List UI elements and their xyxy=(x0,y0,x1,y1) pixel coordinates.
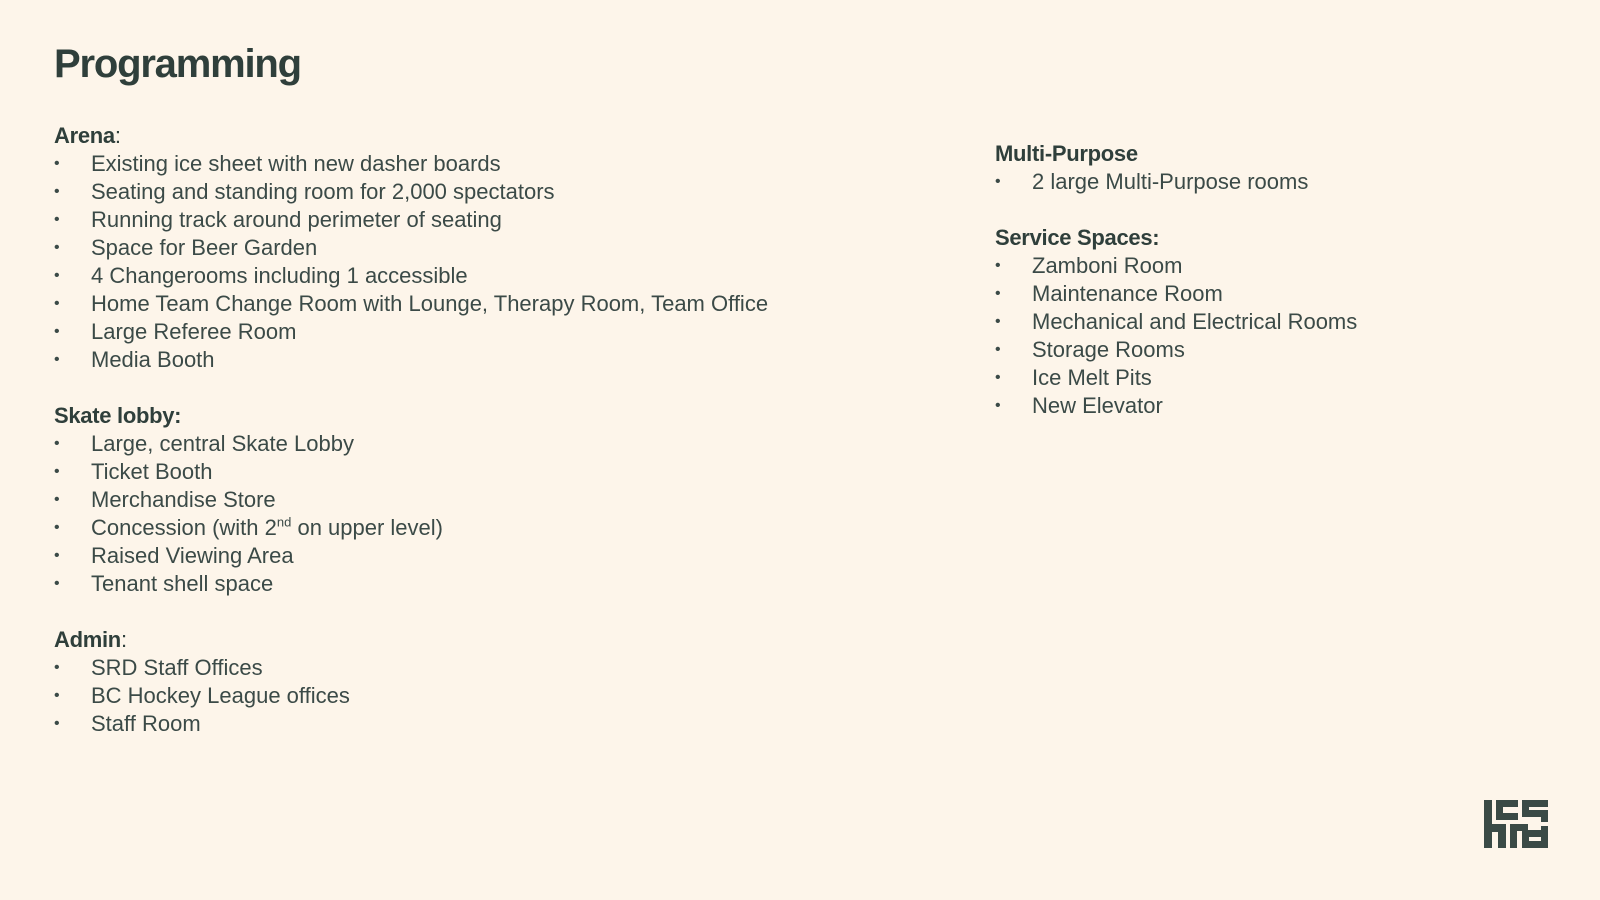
list-item-text: Ice Melt Pits xyxy=(1032,365,1152,390)
list-item-text: Mechanical and Electrical Rooms xyxy=(1032,309,1358,334)
right-column xyxy=(995,140,1555,448)
admin-heading-text: Admin xyxy=(54,627,121,652)
skate-lobby-section xyxy=(54,402,934,598)
list-item-text: BC Hockey League offices xyxy=(91,683,350,708)
skate-lobby-heading: Skate lobby: xyxy=(54,403,182,428)
arena-heading-text: Arena xyxy=(54,123,115,148)
list-item xyxy=(54,458,934,486)
list-item xyxy=(54,542,934,570)
bullet-icon: • xyxy=(54,519,60,536)
list-item-text: Staff Room xyxy=(91,711,201,736)
bullet-icon: • xyxy=(54,659,60,676)
bullet-icon: • xyxy=(54,211,60,228)
admin-section xyxy=(54,626,934,738)
bullet-icon: • xyxy=(54,155,60,172)
list-item-text: New Elevator xyxy=(1032,393,1163,418)
list-item xyxy=(54,206,934,234)
bullet-icon: • xyxy=(54,575,60,592)
bullet-icon: • xyxy=(54,267,60,284)
list-item xyxy=(54,346,934,374)
list-item-text: Seating and standing room for 2,000 spectators xyxy=(91,179,555,204)
service-spaces-list xyxy=(995,252,1555,420)
list-item-text: Storage Rooms xyxy=(1032,337,1185,362)
list-item xyxy=(995,392,1555,420)
list-item xyxy=(54,430,934,458)
list-item xyxy=(54,486,934,514)
service-spaces-heading: Service Spaces: xyxy=(995,225,1160,250)
list-item xyxy=(54,682,934,710)
service-spaces-section xyxy=(995,224,1555,420)
list-item xyxy=(995,364,1555,392)
multi-purpose-section xyxy=(995,140,1555,196)
bullet-icon: • xyxy=(54,435,60,452)
arena-list xyxy=(54,150,934,374)
list-item-text: Existing ice sheet with new dasher boards xyxy=(91,151,501,176)
concession-text-end: on upper level) xyxy=(291,515,443,540)
bullet-icon: • xyxy=(54,183,60,200)
list-item-text: Large, central Skate Lobby xyxy=(91,431,354,456)
bullet-icon: • xyxy=(54,547,60,564)
list-item-text: Home Team Change Room with Lounge, Therapy Room, Team Office xyxy=(91,291,769,316)
concession-text-start: Concession (with 2 xyxy=(91,515,277,540)
admin-heading-colon: : xyxy=(120,627,127,652)
list-item xyxy=(54,318,934,346)
page-title: Programming xyxy=(54,42,301,86)
list-item-text: Raised Viewing Area xyxy=(91,543,294,568)
list-item-text: Media Booth xyxy=(91,347,215,372)
list-item-text: Tenant shell space xyxy=(91,571,274,596)
arena-heading-colon: : xyxy=(114,123,121,148)
multi-purpose-list xyxy=(995,168,1555,196)
list-item-text: Space for Beer Garden xyxy=(91,235,318,260)
bullet-icon: • xyxy=(54,715,60,732)
bullet-icon: • xyxy=(54,687,60,704)
bullet-icon: • xyxy=(995,397,1001,414)
bullet-icon: • xyxy=(54,491,60,508)
bullet-icon: • xyxy=(54,463,60,480)
bullet-icon: • xyxy=(995,313,1001,330)
bullet-icon: • xyxy=(995,285,1001,302)
list-item-text: Large Referee Room xyxy=(91,319,297,344)
admin-list xyxy=(54,654,934,738)
list-item xyxy=(54,178,934,206)
list-item xyxy=(54,710,934,738)
bullet-icon: • xyxy=(995,257,1001,274)
list-item xyxy=(54,150,934,178)
multi-purpose-heading: Multi-Purpose xyxy=(995,141,1138,166)
list-item-text: Merchandise Store xyxy=(91,487,276,512)
bullet-icon: • xyxy=(54,323,60,340)
left-column xyxy=(54,122,934,766)
bullet-icon: • xyxy=(995,173,1001,190)
bullet-icon: • xyxy=(995,369,1001,386)
ordinal-suffix: nd xyxy=(276,514,292,530)
admin-heading xyxy=(54,626,934,654)
list-item xyxy=(54,570,934,598)
arena-section xyxy=(54,122,934,374)
arena-heading xyxy=(54,122,934,150)
list-item-text: SRD Staff Offices xyxy=(91,655,263,680)
list-item xyxy=(995,308,1555,336)
list-item xyxy=(995,280,1555,308)
list-item-text: Zamboni Room xyxy=(1032,253,1183,278)
list-item xyxy=(54,290,934,318)
list-item xyxy=(54,262,934,290)
bullet-icon: • xyxy=(54,295,60,312)
list-item-text: Ticket Booth xyxy=(91,459,213,484)
bullet-icon: • xyxy=(995,341,1001,358)
list-item-text: 4 Changerooms including 1 accessible xyxy=(91,263,468,288)
skate-lobby-list xyxy=(54,430,934,598)
bullet-icon: • xyxy=(54,239,60,256)
hcma-monogram-logo-icon xyxy=(1484,800,1548,848)
bullet-icon: • xyxy=(54,351,60,368)
list-item-concession xyxy=(54,514,934,542)
list-item xyxy=(54,234,934,262)
list-item xyxy=(995,336,1555,364)
list-item xyxy=(54,654,934,682)
list-item-text: Maintenance Room xyxy=(1032,281,1223,306)
list-item-text: 2 large Multi-Purpose rooms xyxy=(1032,169,1309,194)
list-item xyxy=(995,252,1555,280)
list-item xyxy=(995,168,1555,196)
list-item-text: Running track around perimeter of seating xyxy=(91,207,502,232)
